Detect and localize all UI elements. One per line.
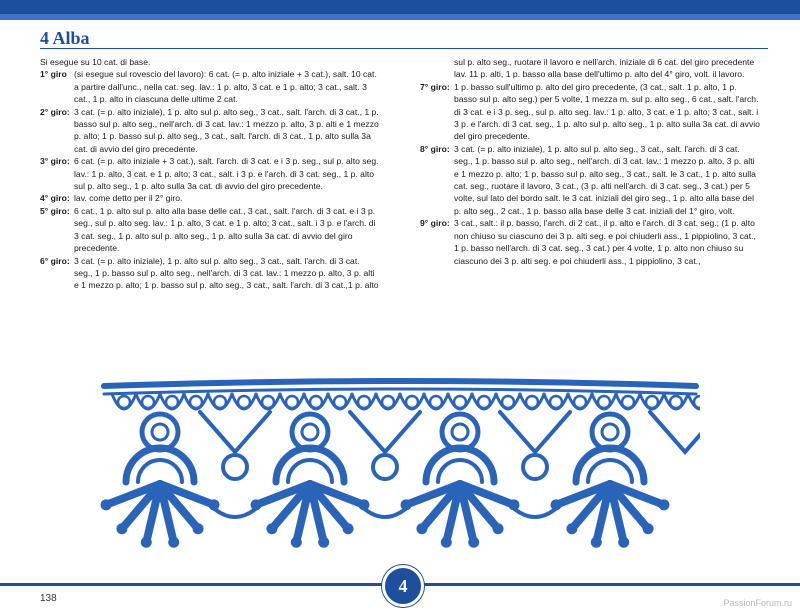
round-label: 5° giro:	[40, 205, 70, 216]
round-text: 6 cat., 1 p. alto sul p. alto alla base delle cat., 3 cat., salt. l'arch. di 3 cat. e i 3 p. seg., sul p. alto seg. lav.: 1 p. alto, 3 cat. e 1 p. alto; 3 cat., salt. i 3 p. e l'arch. di 3 cat. seg., 1 p. alto sul p. alto seg., 1 p. alto sulla 3a cat. di avvio del giro precedente.	[74, 205, 376, 254]
round-text: 3 cat. (= p. alto iniziale), 1 p. alto sul p. alto seg., 3 cat., salt. l'arch. di 3 cat. seg., 1 p. basso sul p. alto seg., nell'arch. di 3 cat. lav.: 1 mezzo p. alto, 3 p. alti e 1 mezzo p. alto; 1 p. basso sul p. alto seg., 3 cat., salt. l'arch. di 3 cat.,1 p. alto	[74, 255, 379, 291]
continuation	[420, 56, 760, 81]
round-text: 1 p. basso sull'ultimo p. alto del giro precedente, (3 cat., salt. 1 p. alto, 1 p. basso sul p. alto seg.) per 5 volte, 1 mezza m. sul p. alto seg., 6 cat., salt. l'arch. di 3 cat. e i 3 p. seg., sul p. alto seg. lav.: 1 p. alto, 3 cat. e 1 p. alto; 3 cat., salt. i 3 p. e l'arch. di 3 cat. seg., 1 p. alto sul p. alto seg., 1 p. alto sulla 3a cat. di avvio del giro precedente.	[454, 81, 760, 142]
round-8	[420, 143, 760, 217]
round-text: 3 cat., salt.: il p. basso, l'arch. di 2 cat., il p. alto e l'arch. di 3 cat. seg.; (1 p. alto non chiuso su ciascuno dei 3 p. alti seg. e poi chiuderli ass., 1 pippiolino, 3 cat., 1 p. basso nell'arch. di 3 cat. seg., 3 cat.) per 4 volte, 1 p. alto non chiuso su ciascuno dei 3 p. alti seg. e poi chiuderli ass., 1 pippiolino, 3 cat.,	[454, 218, 756, 266]
round-label: 1° giro	[40, 69, 67, 80]
crochet-lace-photo	[100, 372, 700, 572]
round-label: 4° giro:	[40, 193, 70, 204]
round-label: 2° giro:	[40, 106, 70, 117]
round-9	[420, 217, 760, 267]
page-number: 138	[40, 593, 57, 604]
instructions-left-column	[40, 56, 380, 292]
round-text: (si esegue sul rovescio del lavoro): 6 cat. (= p. alto iniziale + 3 cat.), salt. 10 cat. a partire dall'unc., nella cat. seg. lav.: 1 p. alto, 3 cat. e 1 p. alto; 3 cat., salt. 3 cat., 1 p. alto in ciascuna delle ultime 2 cat.	[74, 69, 377, 105]
round-label: 8° giro:	[420, 143, 450, 154]
round-label: 7° giro:	[420, 81, 450, 92]
round-text: 6 cat. (= p. alto iniziale + 3 cat.), salt. l'arch. di 3 cat. e i 3 p. seg., sul p. alto seg. lav.: 1 p. alto, 3 cat. e 1 p. alto; 3 cat., salt. i 3 p. e l'arch. di 3 cat. seg., 1 p. alto sul p. alto seg., 1 p. alto sulla 3a cat. di avvio del giro precedente.	[74, 156, 379, 192]
round-label: 6° giro:	[40, 255, 70, 266]
round-text: 3 cat. (= p. alto iniziale), 1 p. alto sul p. alto seg., 3 cat., salt. l'arch. di 3 cat., 1 p. basso sul p. alto seg., nell'arch. di 3 cat. lav.: 1 mezzo p. alto, 3 p. alti e 1 mezzo p. alto; 1 p. basso sul p. alto seg., 3 cat., salt. l'arch. di 3 cat., 1 p. alto sulla 3a cat. di avvio del giro precedente.	[74, 106, 379, 154]
round-text: lav. come detto per il 2° giro.	[74, 193, 183, 204]
continuation-text: sul p. alto seg., ruotare il lavoro e nell'arch. iniziale di 6 cat. del giro precedente lav. 11 p. alti, 1 p. basso alla base dell'ultimo p. alto del 4° giro, volt. il lavoro.	[454, 57, 755, 80]
round-5	[40, 205, 380, 255]
title-divider	[40, 48, 768, 49]
round-label: 9° giro:	[420, 218, 450, 229]
round-7	[420, 81, 760, 143]
pattern-number-badge: 4	[382, 565, 424, 607]
round-label: 3° giro:	[40, 156, 70, 167]
spacer	[420, 56, 454, 81]
round-4	[40, 192, 380, 204]
round-1	[40, 68, 380, 105]
instructions-right-column	[420, 56, 760, 267]
intro-text: Si esegue su 10 cat. di base.	[40, 57, 151, 67]
round-text: 3 cat. (= p. alto iniziale), 1 p. alto sul p. alto seg., 3 cat., salt. l'arch. di 3 cat. seg., 1 p. basso sul p. alto seg., nell'arch. di 3 cat. lav.: 1 mezzo p. alto, 3 p. alti e 1 mezzo p. alto; 1 p. basso sul p. alto seg., 3 cat., salt. le 3 cat., 1 p. alto sulla cat. seg., ruotare il lavoro, 3 cat., (3 p. alti nell'arch. di 3 cat. seg., 3 cat.) per 5 volte, sul lato del bordo salt. le 3 cat. iniziali del giro seg., 1 p. alto alla base del p. alto seg., 2 cat., 1 p. basso alla base delle 3 cat. iniziali del 1° giro, volt.	[454, 143, 756, 216]
top-color-bar-light	[0, 14, 800, 20]
round-3	[40, 155, 380, 192]
page-title: 4 Alba	[40, 28, 90, 48]
round-2	[40, 106, 380, 156]
round-6	[40, 255, 380, 292]
watermark: PassionForum.ru	[723, 598, 792, 608]
